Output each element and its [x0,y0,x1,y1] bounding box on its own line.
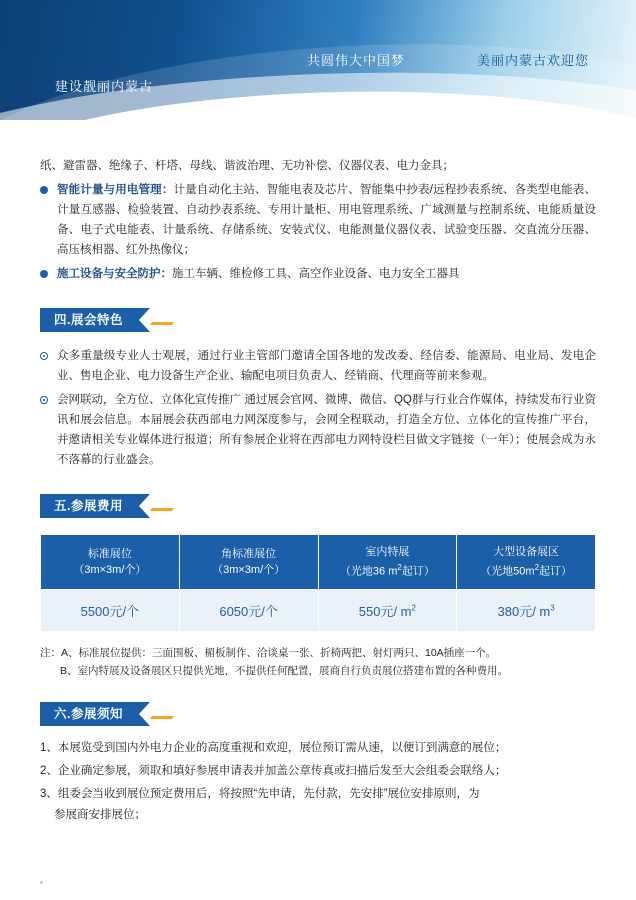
bullet-dot-icon [40,270,48,278]
scope-item-construction [40,264,596,284]
fee-col-large-equipment-sup: 2 [534,563,540,572]
header-slogan-left: 共圆伟大中国梦 [307,53,406,68]
section-heading-exhibition-features [40,308,139,332]
scope-item-metering [40,180,596,260]
fee-col-indoor-special-pre: （光地36 m [339,565,398,578]
section-heading-label: 六.参展须知 [40,702,139,726]
feature-item-2-text: 会网联动，全方位、立体化宣传推广 通过展会官网、微博、微信、QQ群与行业合作媒体，持续发布行业资讯和展会信息。本届展会获西部电力网深度参与，会网全程联动，打造全方位、立体化的宣传推广平台，并邀请相关专业媒体进行报道；所有参展企业将在西部电力网特设栏目做文字链接（一年）；使展会成为永不落幕的行业盛会。 [57,394,596,466]
feature-item-2 [40,390,596,470]
fee-table-value-row [41,589,596,631]
page-header [0,0,636,120]
fee-note [40,644,596,680]
fee-value-large-equipment-pre: 380元/ m [497,603,551,619]
scope-item-metering-lead: 智能计量与用电管理： [57,184,174,196]
footer-marker [40,881,43,884]
section-heading-notice [40,702,139,726]
fee-col-indoor-special-line1: 室内特展 [365,546,410,558]
notice-item-3: 3、组委会当收到展位预定费用后，将按照“先申请，先付款，先安排”展位安排原则，为 [40,787,480,800]
fee-value-indoor-special-pre: 550元/ m [358,603,412,619]
feature-item-1-text: 众多重量级专业人士观展，通过行业主管部门邀请全国各地的发改委、经信委、能源局、电业局、发电企业、售电企业、电力设备生产企业、输配电项目负责人、经销商、代理商等前来参观。 [57,350,596,382]
scope-item-construction-text [57,264,596,284]
fee-value-large-equipment [457,589,596,631]
fee-col-large-equipment [457,535,596,590]
scope-item-metering-body: 计量自动化主站、智能电表及芯片、智能集中抄表/远程抄表系统、各类型电能表、计量互感器、检验装置、自动抄表系统、专用计量柜、用电管理系统、广域测量与控制系统、电能质量设备、电子式电能表、计量系统、存储系统、安装式仪、电能测量仪器仪表、试验变压器、交直流分压器、高压核相器、红外热像仪； [57,184,596,256]
fee-col-standard-booth [41,535,180,590]
notice-item-2: 2、企业确定参展，须取和填好参展申请表并加盖公章传真或扫描后发至大会组委会联络人； [40,764,507,777]
header-slogan-right: 美丽内蒙古欢迎您 [477,53,590,68]
document-body [0,120,636,826]
notice-item-3-continuation: 参展商安排展位； [54,808,146,821]
ribbon-tail-decoration [150,716,174,719]
bullet-dot-icon [40,186,48,194]
feature-item-1 [40,346,596,386]
section-heading-label: 五.参展费用 [40,494,139,518]
fee-col-standard-booth-line2: （3m×3m/个） [73,563,147,576]
section-heading-label: 四.展会特色 [40,308,139,332]
scope-item-metering-text [57,180,596,260]
ring-bullet-icon [40,396,48,404]
fee-note-a: 注：A、标准展位提供：三面围板、楣板制作、洽谈桌一张、折椅两把、射灯两只、10A插座一个。 [40,646,497,659]
fee-col-indoor-special [318,535,457,590]
fee-value-standard-booth: 5500元/个 [41,589,180,631]
fee-value-indoor-special-sup: 2 [411,603,416,613]
fee-col-corner-booth-line2: （3m×3m/个） [212,563,286,576]
fee-col-corner-booth [179,535,318,590]
notice-item-1: 1、本展览受到国内外电力企业的高度重视和欢迎，展位预订需从速，以便订到满意的展位； [40,741,507,754]
continued-paragraph: 纸、避雷器、绝缘子、杆塔、母线、谐波治理、无功补偿、仪器仪表、电力金具； [40,160,454,172]
fee-col-large-equipment-line1: 大型设备展区 [493,546,560,558]
fee-col-corner-booth-line1: 角标准展位 [221,547,277,560]
fee-col-standard-booth-line1: 标准展位 [87,547,132,560]
fee-value-indoor-special [318,589,457,631]
scope-item-construction-lead: 施工设备与安全防护： [57,268,172,280]
header-brand-text: 建设靓丽内蒙古 [55,79,154,94]
fee-col-indoor-special-line2 [323,560,453,580]
fee-value-large-equipment-sup: 3 [550,603,555,613]
fee-table [40,534,596,632]
fee-col-large-equipment-line2 [461,560,591,580]
ribbon-tail-decoration [150,322,174,325]
fee-note-b: B、室内特展及设备展区只提供光地，不提供任何配置，展商自行负责展位搭建布置的各种费用。 [60,664,509,677]
ring-bullet-icon [40,352,48,360]
fee-col-indoor-special-sup: 2 [397,563,402,572]
fee-col-large-equipment-post: 起订） [539,565,573,578]
section-heading-fees [40,494,139,518]
fee-value-corner-booth: 6050元/个 [179,589,318,631]
scope-item-construction-body: 施工车辆、维检修工具、高空作业设备、电力安全工器具 [172,268,460,280]
fee-table-header-row [41,535,596,590]
fee-col-large-equipment-pre: （光地50m [480,565,535,578]
fee-col-indoor-special-post: 起订） [401,565,435,578]
ribbon-tail-decoration [150,508,174,511]
